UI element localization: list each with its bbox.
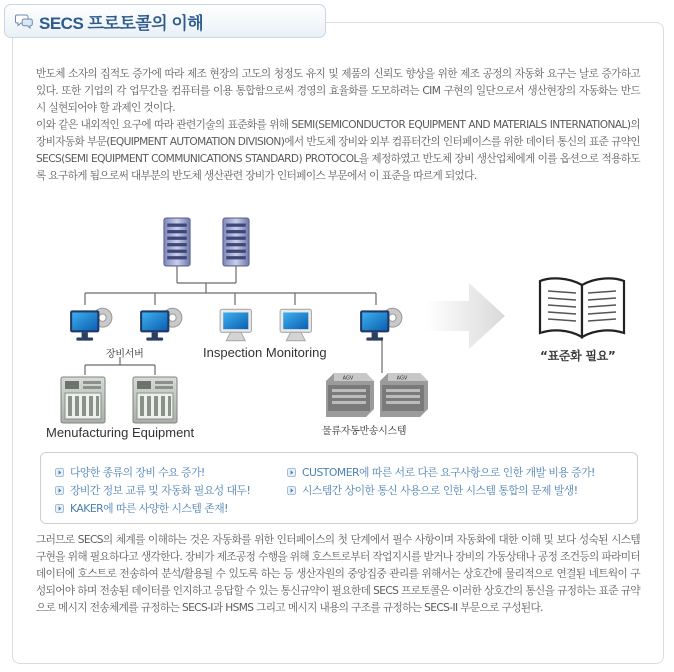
agv-system-label: 물류자동반송시스템	[322, 426, 407, 437]
outro-paragraph: 그러므로 SECS의 체계를 이해하는 것은 자동화를 위한 인터페이스의 첫 단계에서 필수 사항이며 자동화에 대한 이해 및 보다 성숙된 시스템 구현을 위해 필요하다고 생각한다. 장비가 제조공정 수행을 위해 호스트로부터 작업지시를 받거나 장비의 가동상태나 공정 조건등의 파라미터 데이터에 호스트로 전송하여 분석/활용될 수 있도록 하는 등 생산자원의 중앙집중 관리를 위해서는 상호간에 물리적으로 연결된 네트웍이 구성되어야 하며 전송된 데이터를 인지하고 응답할 수 있는 통신규약이 필요한데 SECS 프로토콜은 이러한 상호간의 통신을 규정하는 표준 규약으로 메시지 전송체계를 규정하는 SECS-I과 HSMS 그리고 메시지 내용의 구조를 규정하는 SECS-II 부문으로 구성된다.	[36, 534, 640, 614]
issue-item: KAKER에 따른 사양한 시스템 존재!	[55, 501, 228, 516]
agv-tag: AGV	[396, 375, 408, 382]
bullet-arrow-icon	[55, 468, 64, 477]
host-server-icon	[160, 217, 194, 267]
bullet-arrow-icon	[55, 486, 64, 495]
inspection-monitoring-label: Inspection Monitoring	[203, 345, 327, 360]
agv-controller-icon	[358, 305, 404, 345]
inspection-monitor-icon	[278, 305, 324, 345]
host-server-icon	[219, 217, 253, 267]
manufacturing-machine-icon	[132, 375, 178, 425]
agv-tag: AGV	[342, 375, 354, 382]
inspection-monitor-icon	[218, 305, 264, 345]
outro-text	[36, 532, 640, 617]
issue-item: 시스템간 상이한 통신 사용으로 인한 시스템 통합의 문제 발생!	[287, 483, 578, 498]
bullet-arrow-icon	[287, 486, 296, 495]
open-book-icon	[538, 275, 626, 339]
manufacturing-machine-icon	[60, 375, 106, 425]
issue-item: 장비간 정보 교류 및 자동화 필요성 대두!	[55, 483, 250, 498]
intro-text	[36, 66, 640, 185]
factory-network-diagram	[30, 205, 650, 445]
bullet-arrow-icon	[55, 504, 64, 513]
server-computer-icon	[68, 305, 114, 345]
agv-vehicle-icon	[326, 373, 374, 417]
chat-bubbles-icon	[15, 13, 33, 29]
section-header	[4, 4, 326, 38]
agv-vehicle-icon	[380, 373, 428, 417]
equipment-server-label: 장비서버	[106, 349, 144, 360]
bullet-arrow-icon	[287, 468, 296, 477]
issue-item: 다양한 종류의 장비 수요 증가!	[55, 465, 205, 480]
page-title: SECS 프로토콜의 이해	[39, 13, 204, 33]
flow-arrow-icon	[427, 283, 505, 349]
issues-box	[40, 452, 638, 524]
server-computer-icon	[138, 305, 184, 345]
intro-paragraph-1: 반도체 소자의 집적도 증가에 따라 제조 현장의 고도의 청정도 유지 및 제품의 신뢰도 향상을 위한 제조 공정의 자동화 요구는 날로 증가하고 있다. 또한 기업의 각 업무간을 컴퓨터를 이용 통합함으로써 경영의 효율화를 도모하려는 CIM 구현의 일단으로서 생산현장의 자동화는 반드시 실현되어야 할 과제인 것이다.	[36, 68, 640, 114]
issue-item: CUSTOMER에 따른 서로 다른 요구사항으로 인한 개발 비용 증가!	[287, 465, 595, 480]
manufacturing-equipment-label: Menufacturing Equipment	[46, 425, 195, 440]
intro-paragraph-2: 이와 같은 내외적인 요구에 따라 관련기술의 표준화를 위해 SEMI(SEMICONDUCTOR EQUIPMENT AND MATERIALS INTERNATIONAL)의 장비자동화 부문(EQUIPMENT AUTOMATION DIVISION)에서 반도체 장비와 외부 컴퓨터간의 인터페이스를 위한 데이터 통신의 표준 규약인 SECS(SEMI EQUIPMENT COMMUNICATIONS STANDARD) PROTOCOL을 제정하였고 반도체 장비 생산업체에게 이를 옵션으로 적용하도록 요구하게 됨으로써 대부분의 반도체 생산관련 장비가 인터페이스 부문에서 이 표준을 따르게 되었다.	[36, 119, 640, 182]
standardization-needed-label: “표준화 필요”	[540, 349, 616, 363]
